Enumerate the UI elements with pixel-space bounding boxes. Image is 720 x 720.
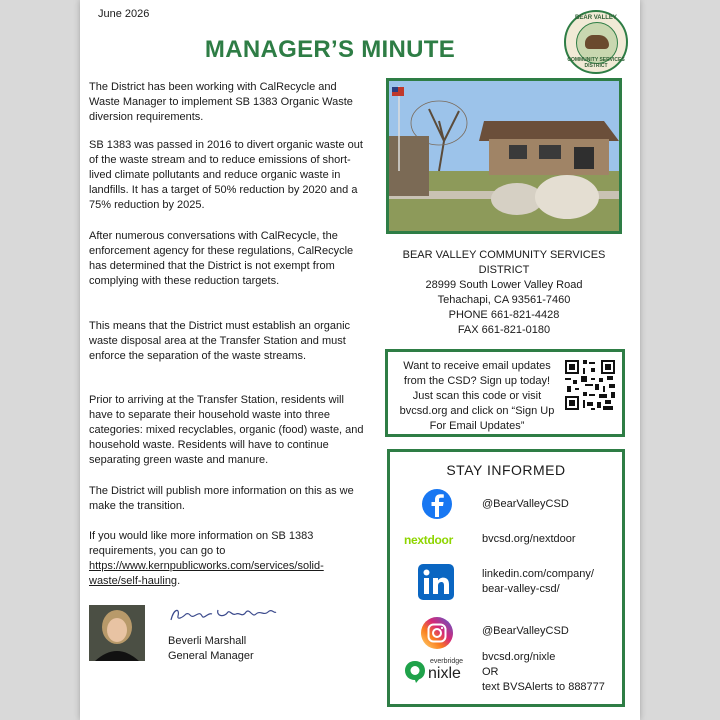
district-seal-logo bbox=[564, 10, 628, 74]
linkedin-icon[interactable] bbox=[404, 564, 470, 605]
instagram-icon[interactable] bbox=[404, 616, 470, 655]
email-signup-box bbox=[385, 349, 625, 437]
manager-name: Beverli Marshall bbox=[168, 635, 247, 647]
manager-photo bbox=[89, 605, 145, 661]
handwritten-signature bbox=[168, 604, 278, 626]
page-title: MANAGER’S MINUTE bbox=[204, 36, 456, 63]
article-paragraph-4: This means that the District must establish an organic waste disposal area at the Transfer Station and must enforce the separation of the waste streams. bbox=[89, 320, 351, 362]
district-address: BEAR VALLEY COMMUNITY SERVICES DISTRICT 28999 South Lower Valley Road Tehachapi, CA 93561-7460 PHONE 661-821-4428 FAX 661-821-0180 bbox=[386, 248, 622, 338]
article-paragraph-5: Prior to arriving at the Transfer Station, residents will have to separate their household waste into three categories: mixed recyclables, organic (food) waste, and household waste. Residents will have to continue separating green waste and manure. bbox=[89, 394, 364, 466]
article-paragraph-3: After numerous conversations with CalRecycle, the enforcement agency for these regulations, CalRecycle has determined that the District is not exempt from complying with these reduction targets. bbox=[89, 230, 354, 287]
issue-date: June 2026 bbox=[98, 8, 150, 20]
article-paragraph-6: The District will publish more information on this as we make the transition. bbox=[89, 485, 354, 512]
article-paragraph-1: The District has been working with CalRecycle and Waste Manager to implement SB 1383 Organic Waste diversion requirements. bbox=[89, 81, 353, 123]
manager-role: General Manager bbox=[168, 650, 254, 662]
phone-number: PHONE 661-821-4428 bbox=[448, 309, 560, 321]
email-signup-text: Want to receive email updates from the CSD? Sign up today! Just scan this code or visit bvcsd.org and click on “Sign Up For Email Updates” bbox=[399, 360, 555, 432]
office-building-photo bbox=[386, 78, 622, 234]
nixle-text-alert: text BVSAlerts to 888777 bbox=[482, 681, 605, 693]
nextdoor-link[interactable]: bvcsd.org/nextdoor bbox=[482, 533, 576, 545]
instagram-handle[interactable]: @BearValleyCSD bbox=[482, 625, 569, 637]
stay-informed-title: STAY INFORMED bbox=[446, 462, 566, 478]
qr-code-icon[interactable] bbox=[563, 358, 617, 412]
everbridge-brand: everbridge bbox=[430, 658, 464, 665]
signature-block bbox=[168, 634, 254, 664]
stay-informed-box bbox=[387, 449, 625, 707]
facebook-handle[interactable]: @BearValleyCSD bbox=[482, 498, 569, 510]
seal-top-text: BEAR VALLEY bbox=[575, 15, 617, 21]
linkedin-link[interactable]: linkedin.com/company/ bear-valley-csd/ bbox=[482, 568, 594, 595]
solid-waste-link[interactable]: https://www.kernpublicworks.com/services/solid-waste/self-hauling bbox=[89, 560, 324, 587]
newsletter-page bbox=[80, 0, 640, 720]
nextdoor-logo-icon[interactable]: nextdoor bbox=[404, 533, 453, 547]
nixle-info: bvcsd.org/nixle OR text BVSAlerts to 888777 bbox=[482, 651, 605, 693]
article-paragraph-2: SB 1383 was passed in 2016 to divert organic waste out of the waste stream and to reduce emissions of short-lived climate pollutants and reduce organic waste in landfills. It has a target of 50% reduction by 2020 and a 75% reduction by 2025. bbox=[89, 139, 363, 211]
seal-bottom-text: COMMUNITY SERVICES DISTRICT bbox=[567, 57, 625, 69]
nixle-link[interactable]: bvcsd.org/nixle bbox=[482, 651, 556, 663]
fax-number: FAX 661-821-0180 bbox=[457, 324, 551, 336]
bear-icon bbox=[585, 35, 609, 49]
facebook-icon[interactable] bbox=[404, 488, 470, 525]
more-info-text: If you would like more information on SB 1383 requirements, you can go to bbox=[89, 530, 314, 557]
nixle-wordmark: nixle bbox=[428, 665, 461, 682]
article-paragraph-7: If you would like more information on SB 1383 requirements, you can go to https://www.kernpublicworks.com/services/solid-waste/self-hauling. bbox=[89, 530, 324, 587]
